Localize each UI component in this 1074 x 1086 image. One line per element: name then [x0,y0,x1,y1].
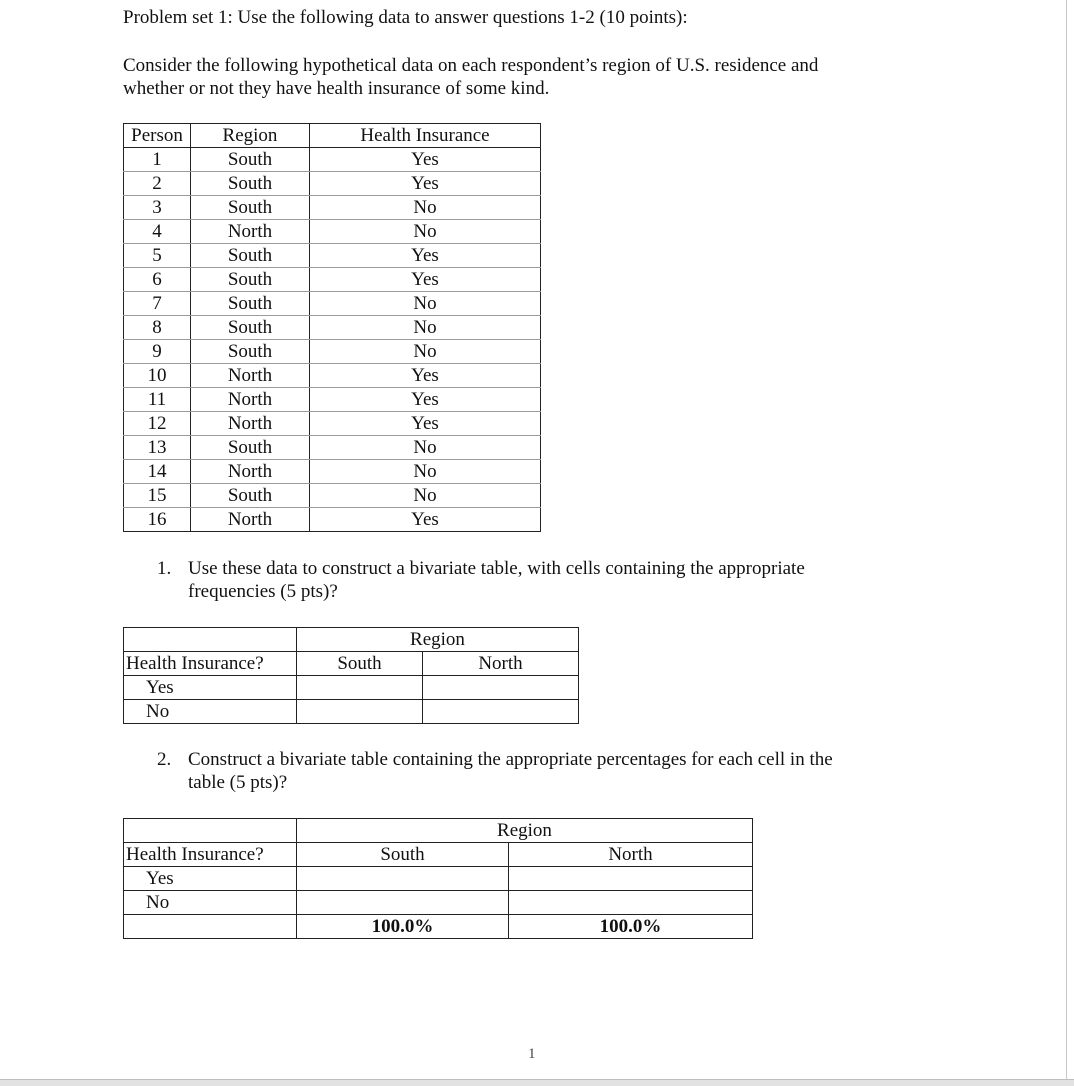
person-cell: 4 [124,220,191,244]
data-row [124,484,541,508]
health-insurance-cell: Yes [310,244,541,268]
region-cell: North [191,412,310,436]
percentage-table-col-north: North [509,843,753,867]
question-2-line-2: table (5 pts)? [188,772,288,793]
percentage-total-north: 100.0% [509,915,753,939]
person-cell: 9 [124,340,191,364]
person-cell: 14 [124,460,191,484]
page-edge [1066,0,1067,1085]
person-cell: 16 [124,508,191,532]
data-row [124,292,541,316]
percentage-cell-yes-south[interactable] [297,867,509,891]
health-insurance-cell: Yes [310,172,541,196]
health-insurance-cell: Yes [310,388,541,412]
data-row [124,364,541,388]
person-cell: 10 [124,364,191,388]
region-cell: South [191,172,310,196]
data-row [124,340,541,364]
region-cell: South [191,244,310,268]
frequency-table-col-south: South [297,652,423,676]
question-1-number: 1. [157,558,172,579]
health-insurance-cell: Yes [310,508,541,532]
health-insurance-cell: No [310,292,541,316]
health-insurance-cell: Yes [310,412,541,436]
health-insurance-cell: No [310,220,541,244]
question-2-number: 2. [157,749,172,770]
percentage-total-south: 100.0% [297,915,509,939]
person-cell: 3 [124,196,191,220]
person-cell: 8 [124,316,191,340]
frequency-table-region-label: Region [297,628,579,652]
health-insurance-cell: Yes [310,364,541,388]
column-header-health-insurance: Health Insurance [310,124,541,148]
region-cell: South [191,436,310,460]
region-cell: South [191,196,310,220]
data-row [124,244,541,268]
intro-line-1: Consider the following hypothetical data on each respondent’s region of U.S. residence and [123,55,819,76]
person-cell: 15 [124,484,191,508]
percentage-table [123,818,753,939]
person-cell: 13 [124,436,191,460]
percentage-table-total-label [124,915,297,939]
data-row [124,172,541,196]
question-1-line-1: Use these data to construct a bivariate table, with cells containing the appropriate [188,558,805,579]
frequency-cell-no-north[interactable] [423,700,579,724]
frequency-table-row-yes: Yes [124,676,297,700]
region-cell: South [191,268,310,292]
health-insurance-cell: Yes [310,268,541,292]
person-cell: 1 [124,148,191,172]
person-cell: 12 [124,412,191,436]
region-cell: South [191,484,310,508]
percentage-table-row-no: No [124,891,297,915]
person-cell: 5 [124,244,191,268]
frequency-cell-yes-south[interactable] [297,676,423,700]
person-cell: 7 [124,292,191,316]
page-number: 1 [528,1046,536,1062]
data-row [124,316,541,340]
intro-line-2: whether or not they have health insurance of some kind. [123,78,550,99]
region-cell: North [191,508,310,532]
percentage-cell-no-south[interactable] [297,891,509,915]
frequency-cell-yes-north[interactable] [423,676,579,700]
percentage-table-region-label: Region [297,819,753,843]
health-insurance-cell: No [310,460,541,484]
respondent-data-table [123,123,541,532]
data-row [124,460,541,484]
person-cell: 6 [124,268,191,292]
frequency-cell-no-south[interactable] [297,700,423,724]
health-insurance-cell: No [310,340,541,364]
data-row [124,268,541,292]
frequency-table-corner [124,628,297,652]
frequency-table-col-north: North [423,652,579,676]
question-1-line-2: frequencies (5 pts)? [188,581,338,602]
person-cell: 11 [124,388,191,412]
region-cell: North [191,220,310,244]
data-row [124,436,541,460]
percentage-table-col-south: South [297,843,509,867]
percentage-table-corner [124,819,297,843]
health-insurance-cell: Yes [310,148,541,172]
data-row [124,196,541,220]
region-cell: South [191,292,310,316]
percentage-table-row-header: Health Insurance? [124,843,297,867]
health-insurance-cell: No [310,316,541,340]
percentage-cell-yes-north[interactable] [509,867,753,891]
health-insurance-cell: No [310,196,541,220]
region-cell: South [191,340,310,364]
data-row [124,508,541,532]
region-cell: North [191,460,310,484]
health-insurance-cell: No [310,484,541,508]
person-cell: 2 [124,172,191,196]
region-cell: South [191,316,310,340]
problem-set-header: Problem set 1: Use the following data to answer questions 1-2 (10 points): [123,7,688,28]
region-cell: North [191,388,310,412]
health-insurance-cell: No [310,436,541,460]
data-row [124,148,541,172]
frequency-table-row-no: No [124,700,297,724]
percentage-cell-no-north[interactable] [509,891,753,915]
frequency-table [123,627,579,724]
data-row [124,412,541,436]
data-row [124,220,541,244]
frequency-table-row-header: Health Insurance? [124,652,297,676]
column-header-region: Region [191,124,310,148]
data-row [124,388,541,412]
column-header-person: Person [124,124,191,148]
percentage-table-row-yes: Yes [124,867,297,891]
region-cell: South [191,148,310,172]
question-2-line-1: Construct a bivariate table containing the appropriate percentages for each cell in the [188,749,833,770]
region-cell: North [191,364,310,388]
